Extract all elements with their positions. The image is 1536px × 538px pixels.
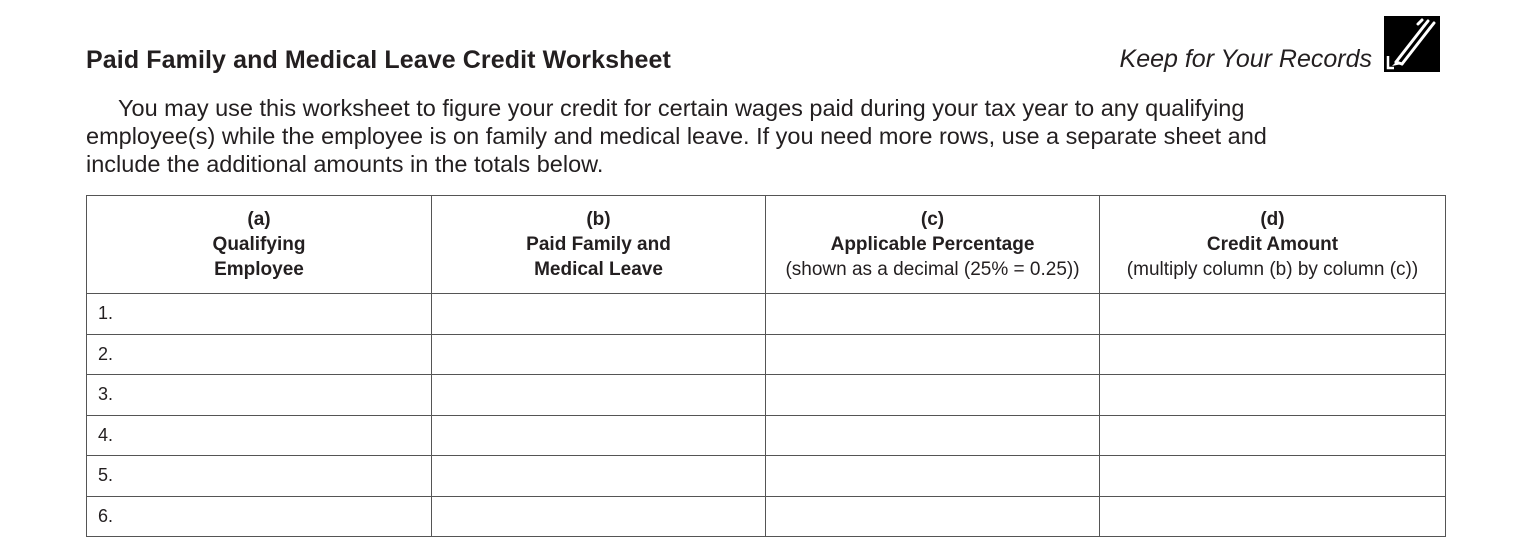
credit-amount-cell[interactable]	[1100, 415, 1446, 456]
column-a-title2: Employee	[214, 259, 304, 280]
paid-leave-cell[interactable]	[432, 375, 766, 416]
paid-leave-cell[interactable]	[432, 456, 766, 497]
applicable-percentage-cell[interactable]	[766, 496, 1100, 537]
column-c-title1: Applicable Percentage	[830, 234, 1035, 255]
column-c-header	[766, 196, 1100, 294]
paid-leave-cell[interactable]	[432, 496, 766, 537]
qualifying-employee-cell[interactable]	[87, 415, 432, 456]
column-b-title1: Paid Family and	[526, 234, 671, 255]
keep-for-records-note: Keep for Your Records	[1119, 45, 1372, 73]
column-b-letter: (b)	[586, 209, 611, 230]
credit-amount-cell[interactable]	[1100, 375, 1446, 416]
paid-leave-cell[interactable]	[432, 415, 766, 456]
paid-leave-cell[interactable]	[432, 294, 766, 335]
column-c-letter: (c)	[920, 209, 945, 230]
applicable-percentage-cell[interactable]	[766, 456, 1100, 497]
column-a-title1: Qualifying	[212, 234, 306, 255]
credit-amount-cell[interactable]	[1100, 456, 1446, 497]
row-number: 2.	[98, 343, 114, 364]
column-b-header	[432, 196, 766, 294]
column-b-title2: Medical Leave	[534, 259, 663, 280]
worksheet-title: Paid Family and Medical Leave Credit Worksheet	[86, 46, 671, 74]
credit-amount-cell[interactable]	[1100, 496, 1446, 537]
qualifying-employee-cell[interactable]	[87, 456, 432, 497]
worksheet-table	[86, 195, 1446, 537]
row-number: 1.	[98, 303, 114, 324]
paid-leave-cell[interactable]	[432, 334, 766, 375]
column-c-note: (shown as a decimal (25% = 0.25))	[785, 259, 1080, 280]
credit-amount-cell[interactable]	[1100, 334, 1446, 375]
qualifying-employee-cell[interactable]	[87, 294, 432, 335]
table-row	[87, 294, 1446, 335]
table-header-row	[87, 196, 1446, 294]
intro-paragraph	[86, 94, 1386, 178]
applicable-percentage-cell[interactable]	[766, 334, 1100, 375]
table-row	[87, 496, 1446, 537]
qualifying-employee-cell[interactable]	[87, 496, 432, 537]
pencil-icon	[1384, 16, 1440, 72]
table-row	[87, 415, 1446, 456]
intro-line-2: employee(s) while the employee is on family and medical leave. If you need more rows, use a separate sheet and	[86, 123, 1267, 149]
qualifying-employee-cell[interactable]	[87, 375, 432, 416]
credit-amount-cell[interactable]	[1100, 294, 1446, 335]
row-number: 6.	[98, 505, 114, 526]
column-d-header	[1100, 196, 1446, 294]
row-number: 3.	[98, 384, 114, 405]
intro-line-3: include the additional amounts in the totals below.	[86, 151, 604, 177]
column-d-title1: Credit Amount	[1206, 234, 1339, 255]
column-a-header	[87, 196, 432, 294]
intro-line-1: You may use this worksheet to figure your credit for certain wages paid during your tax year to any qualifying	[118, 95, 1245, 121]
table-row	[87, 334, 1446, 375]
table-row	[87, 375, 1446, 416]
table-row	[87, 456, 1446, 497]
applicable-percentage-cell[interactable]	[766, 375, 1100, 416]
row-number: 4.	[98, 424, 114, 445]
column-a-letter: (a)	[247, 209, 271, 230]
applicable-percentage-cell[interactable]	[766, 294, 1100, 335]
column-d-letter: (d)	[1260, 209, 1285, 230]
row-number: 5.	[98, 465, 114, 486]
applicable-percentage-cell[interactable]	[766, 415, 1100, 456]
column-d-note: (multiply column (b) by column (c))	[1126, 259, 1419, 280]
qualifying-employee-cell[interactable]	[87, 334, 432, 375]
